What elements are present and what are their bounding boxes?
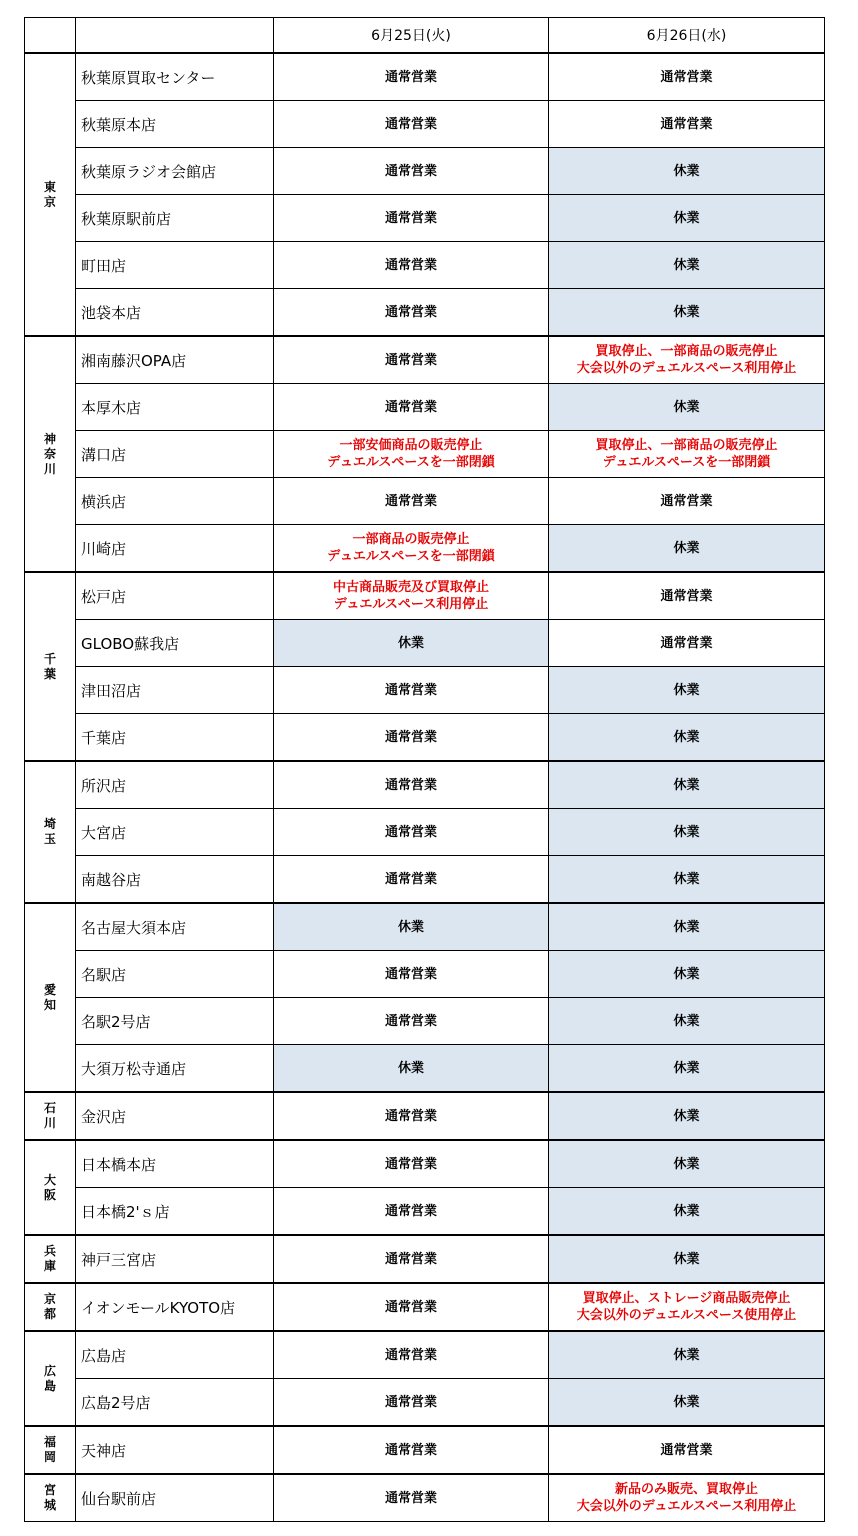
status-line: 中古商品販売及び買取停止 [332, 580, 489, 595]
status-line: 大会以外のデュエルスペース利用停止 [576, 361, 797, 376]
status-line: 休業 [673, 163, 700, 179]
status-line: 通常営業 [660, 493, 713, 509]
status-cell [274, 761, 549, 809]
header-day2: 6月26日(水) [549, 18, 825, 54]
table-row [25, 856, 825, 904]
table-row [25, 1092, 825, 1140]
table-row [25, 667, 825, 714]
status-line: 通常営業 [384, 729, 437, 745]
status-line: 通常営業 [384, 69, 437, 85]
status-line: 休業 [397, 919, 424, 935]
status-cell [549, 525, 825, 573]
status-line: 休業 [673, 1108, 700, 1124]
store-name: 秋葉原本店 [76, 101, 274, 148]
status-cell [549, 1235, 825, 1283]
status-cell [274, 242, 549, 289]
status-cell [274, 1092, 549, 1140]
region-cell [25, 761, 76, 903]
status-line: 休業 [673, 871, 700, 887]
store-name: 南越谷店 [76, 856, 274, 904]
table-row [25, 478, 825, 525]
table-row [25, 1379, 825, 1427]
status-line: 休業 [397, 635, 424, 651]
status-line: 大会以外のデュエルスペース利用停止 [576, 1499, 797, 1514]
region-cell [25, 903, 76, 1092]
status-cell [549, 903, 825, 951]
table-row [25, 1426, 825, 1474]
status-cell [549, 478, 825, 525]
region-label: 大阪 [43, 1172, 56, 1202]
status-cell [274, 667, 549, 714]
status-cell [274, 384, 549, 431]
status-line: 休業 [673, 1203, 700, 1219]
status-cell [549, 761, 825, 809]
status-cell [274, 809, 549, 856]
table-row [25, 761, 825, 809]
status-cell [274, 1140, 549, 1188]
status-line: 休業 [673, 210, 700, 226]
status-cell [274, 856, 549, 904]
region-cell [25, 1283, 76, 1331]
status-cell [549, 1045, 825, 1093]
status-cell [274, 195, 549, 242]
store-name: 名古屋大須本店 [76, 903, 274, 951]
header-row [25, 18, 825, 54]
store-name: 千葉店 [76, 714, 274, 762]
table-row [25, 148, 825, 195]
store-name: 広島店 [76, 1331, 274, 1379]
region-cell [25, 336, 76, 572]
status-cell [274, 431, 549, 478]
status-line: 通常営業 [384, 1251, 437, 1267]
store-schedule-table [24, 17, 825, 1522]
status-line: 大会以外のデュエルスペース使用停止 [576, 1308, 797, 1323]
table-row [25, 903, 825, 951]
table-row [25, 289, 825, 337]
status-line: 休業 [673, 1156, 700, 1172]
status-cell [549, 1140, 825, 1188]
status-line: 通常営業 [660, 635, 713, 651]
header-region-cell [25, 18, 76, 54]
status-cell [549, 289, 825, 337]
status-cell [274, 1474, 549, 1522]
status-line: 通常営業 [384, 824, 437, 840]
status-line: 通常営業 [384, 682, 437, 698]
status-line: 通常営業 [384, 493, 437, 509]
status-cell [549, 667, 825, 714]
status-cell [549, 1188, 825, 1236]
status-line: 休業 [673, 729, 700, 745]
status-cell [549, 1331, 825, 1379]
status-line: 通常営業 [384, 1203, 437, 1219]
status-cell [549, 1092, 825, 1140]
status-cell [549, 242, 825, 289]
status-cell [549, 714, 825, 762]
table-row [25, 525, 825, 573]
store-name: 日本橋本店 [76, 1140, 274, 1188]
region-label: 広島 [43, 1363, 56, 1393]
status-cell [549, 951, 825, 998]
table-row [25, 1474, 825, 1522]
table-row [25, 620, 825, 667]
store-name: 秋葉原買取センター [76, 53, 274, 101]
status-line: 通常営業 [384, 1299, 437, 1315]
status-line: 通常営業 [660, 588, 713, 604]
status-line: 通常営業 [384, 1347, 437, 1363]
status-cell [549, 1474, 825, 1522]
status-cell [549, 620, 825, 667]
status-line: 通常営業 [384, 163, 437, 179]
store-name: 津田沼店 [76, 667, 274, 714]
status-cell [274, 903, 549, 951]
table-row [25, 714, 825, 762]
status-line: 休業 [673, 1251, 700, 1267]
region-label: 福岡 [43, 1435, 56, 1464]
status-cell [274, 1188, 549, 1236]
status-line: 休業 [673, 777, 700, 793]
store-name: 名駅店 [76, 951, 274, 998]
table-row [25, 1283, 825, 1331]
table-row [25, 431, 825, 478]
status-cell [549, 998, 825, 1045]
status-line: 通常営業 [384, 1394, 437, 1410]
status-line: 通常営業 [384, 1013, 437, 1029]
status-line: 休業 [673, 966, 700, 982]
store-name: 秋葉原ラジオ会館店 [76, 148, 274, 195]
table-row [25, 384, 825, 431]
region-cell [25, 1092, 76, 1140]
status-line: 休業 [673, 304, 700, 320]
status-cell [274, 336, 549, 384]
status-line: 買取停止、ストレージ商品販売停止 [582, 1291, 791, 1306]
store-name: 本厚木店 [76, 384, 274, 431]
region-label: 石川 [43, 1101, 56, 1130]
region-label: 兵庫 [43, 1244, 56, 1273]
region-cell [25, 1140, 76, 1235]
status-line: 休業 [673, 1060, 700, 1076]
store-name: 金沢店 [76, 1092, 274, 1140]
store-name: 広島2号店 [76, 1379, 274, 1427]
region-label: 愛知 [43, 982, 56, 1012]
table-row [25, 998, 825, 1045]
status-cell [549, 1379, 825, 1427]
region-label: 神奈川 [43, 431, 56, 476]
status-cell [274, 1426, 549, 1474]
status-line: 通常営業 [384, 1156, 437, 1172]
table-row [25, 1045, 825, 1093]
region-label: 京都 [43, 1292, 56, 1321]
table-row [25, 951, 825, 998]
status-cell [274, 1379, 549, 1427]
status-cell [274, 714, 549, 762]
table-row [25, 242, 825, 289]
status-cell [549, 856, 825, 904]
region-label: 埼玉 [43, 817, 56, 846]
status-line: 通常営業 [384, 777, 437, 793]
status-line: 通常営業 [384, 399, 437, 415]
status-line: 休業 [673, 1013, 700, 1029]
status-cell [274, 572, 549, 620]
region-cell [25, 1426, 76, 1474]
status-line: 通常営業 [384, 210, 437, 226]
store-name: イオンモールKYOTO店 [76, 1283, 274, 1331]
status-line: デュエルスペース利用停止 [333, 597, 489, 612]
header-store-cell [76, 18, 274, 54]
status-line: 通常営業 [660, 1442, 713, 1458]
store-name: 池袋本店 [76, 289, 274, 337]
store-name: 大須万松寺通店 [76, 1045, 274, 1093]
status-cell [549, 1283, 825, 1331]
status-cell [549, 431, 825, 478]
store-name: 溝口店 [76, 431, 274, 478]
table-row [25, 53, 825, 101]
status-line: デュエルスペースを一部閉鎖 [327, 549, 495, 564]
status-cell [549, 101, 825, 148]
store-name: 大宮店 [76, 809, 274, 856]
status-cell [274, 998, 549, 1045]
status-cell [274, 1331, 549, 1379]
status-line: 休業 [397, 1060, 424, 1076]
table-row [25, 809, 825, 856]
store-name: 秋葉原駅前店 [76, 195, 274, 242]
status-line: 通常営業 [384, 304, 437, 320]
region-cell [25, 53, 76, 336]
status-cell [274, 1235, 549, 1283]
status-line: 通常営業 [384, 352, 437, 368]
table-row [25, 1235, 825, 1283]
store-name: 神戸三宮店 [76, 1235, 274, 1283]
table-row [25, 336, 825, 384]
status-cell [274, 951, 549, 998]
status-cell [274, 1045, 549, 1093]
status-cell [549, 384, 825, 431]
status-line: 休業 [673, 1394, 700, 1410]
status-cell [274, 101, 549, 148]
status-line: 休業 [673, 257, 700, 273]
status-line: デュエルスペースを一部閉鎖 [327, 455, 495, 470]
store-name: 川崎店 [76, 525, 274, 573]
status-line: 新品のみ販売、買取停止 [614, 1482, 758, 1497]
store-name: GLOBO蘇我店 [76, 620, 274, 667]
status-line: 買取停止、一部商品の販売停止 [595, 438, 778, 453]
status-line: 買取停止、一部商品の販売停止 [595, 344, 778, 359]
table-row [25, 572, 825, 620]
status-line: 通常営業 [660, 116, 713, 132]
status-line: デュエルスペースを一部閉鎖 [602, 455, 771, 470]
table-row [25, 101, 825, 148]
status-line: 休業 [673, 399, 700, 415]
region-cell [25, 1474, 76, 1522]
store-name: 日本橋2'ｓ店 [76, 1188, 274, 1236]
status-line: 一部安価商品の販売停止 [339, 438, 483, 453]
status-cell [549, 809, 825, 856]
store-name: 町田店 [76, 242, 274, 289]
store-name: 松戸店 [76, 572, 274, 620]
store-name: 横浜店 [76, 478, 274, 525]
status-cell [274, 148, 549, 195]
store-name: 天神店 [76, 1426, 274, 1474]
status-line: 休業 [673, 682, 700, 698]
status-cell [549, 1426, 825, 1474]
status-cell [274, 620, 549, 667]
status-line: 通常営業 [384, 1108, 437, 1124]
status-line: 休業 [673, 824, 700, 840]
status-cell [274, 478, 549, 525]
region-label: 千葉 [43, 651, 56, 681]
status-line: 通常営業 [384, 257, 437, 273]
status-cell [549, 148, 825, 195]
status-cell [549, 53, 825, 101]
status-cell [549, 572, 825, 620]
schedule-body [25, 18, 825, 1522]
store-name: 湘南藤沢OPA店 [76, 336, 274, 384]
region-cell [25, 572, 76, 761]
store-name: 所沢店 [76, 761, 274, 809]
status-cell [274, 289, 549, 337]
status-line: 休業 [673, 1347, 700, 1363]
status-line: 通常営業 [384, 1490, 437, 1506]
status-line: 通常営業 [660, 69, 713, 85]
region-label: 東京 [43, 179, 56, 209]
store-name: 仙台駅前店 [76, 1474, 274, 1522]
table-row [25, 195, 825, 242]
status-cell [274, 525, 549, 573]
region-cell [25, 1235, 76, 1283]
status-line: 一部商品の販売停止 [352, 532, 470, 547]
status-cell [274, 1283, 549, 1331]
region-cell [25, 1331, 76, 1426]
table-row [25, 1331, 825, 1379]
status-line: 休業 [673, 919, 700, 935]
table-row [25, 1140, 825, 1188]
status-cell [549, 195, 825, 242]
status-line: 通常営業 [384, 1442, 437, 1458]
store-name: 名駅2号店 [76, 998, 274, 1045]
status-line: 通常営業 [384, 116, 437, 132]
status-cell [274, 53, 549, 101]
status-line: 休業 [673, 540, 700, 556]
region-label: 宮城 [43, 1483, 56, 1512]
table-row [25, 1188, 825, 1236]
status-cell [549, 336, 825, 384]
status-line: 通常営業 [384, 871, 437, 887]
header-day1: 6月25日(火) [274, 18, 549, 54]
status-line: 通常営業 [384, 966, 437, 982]
